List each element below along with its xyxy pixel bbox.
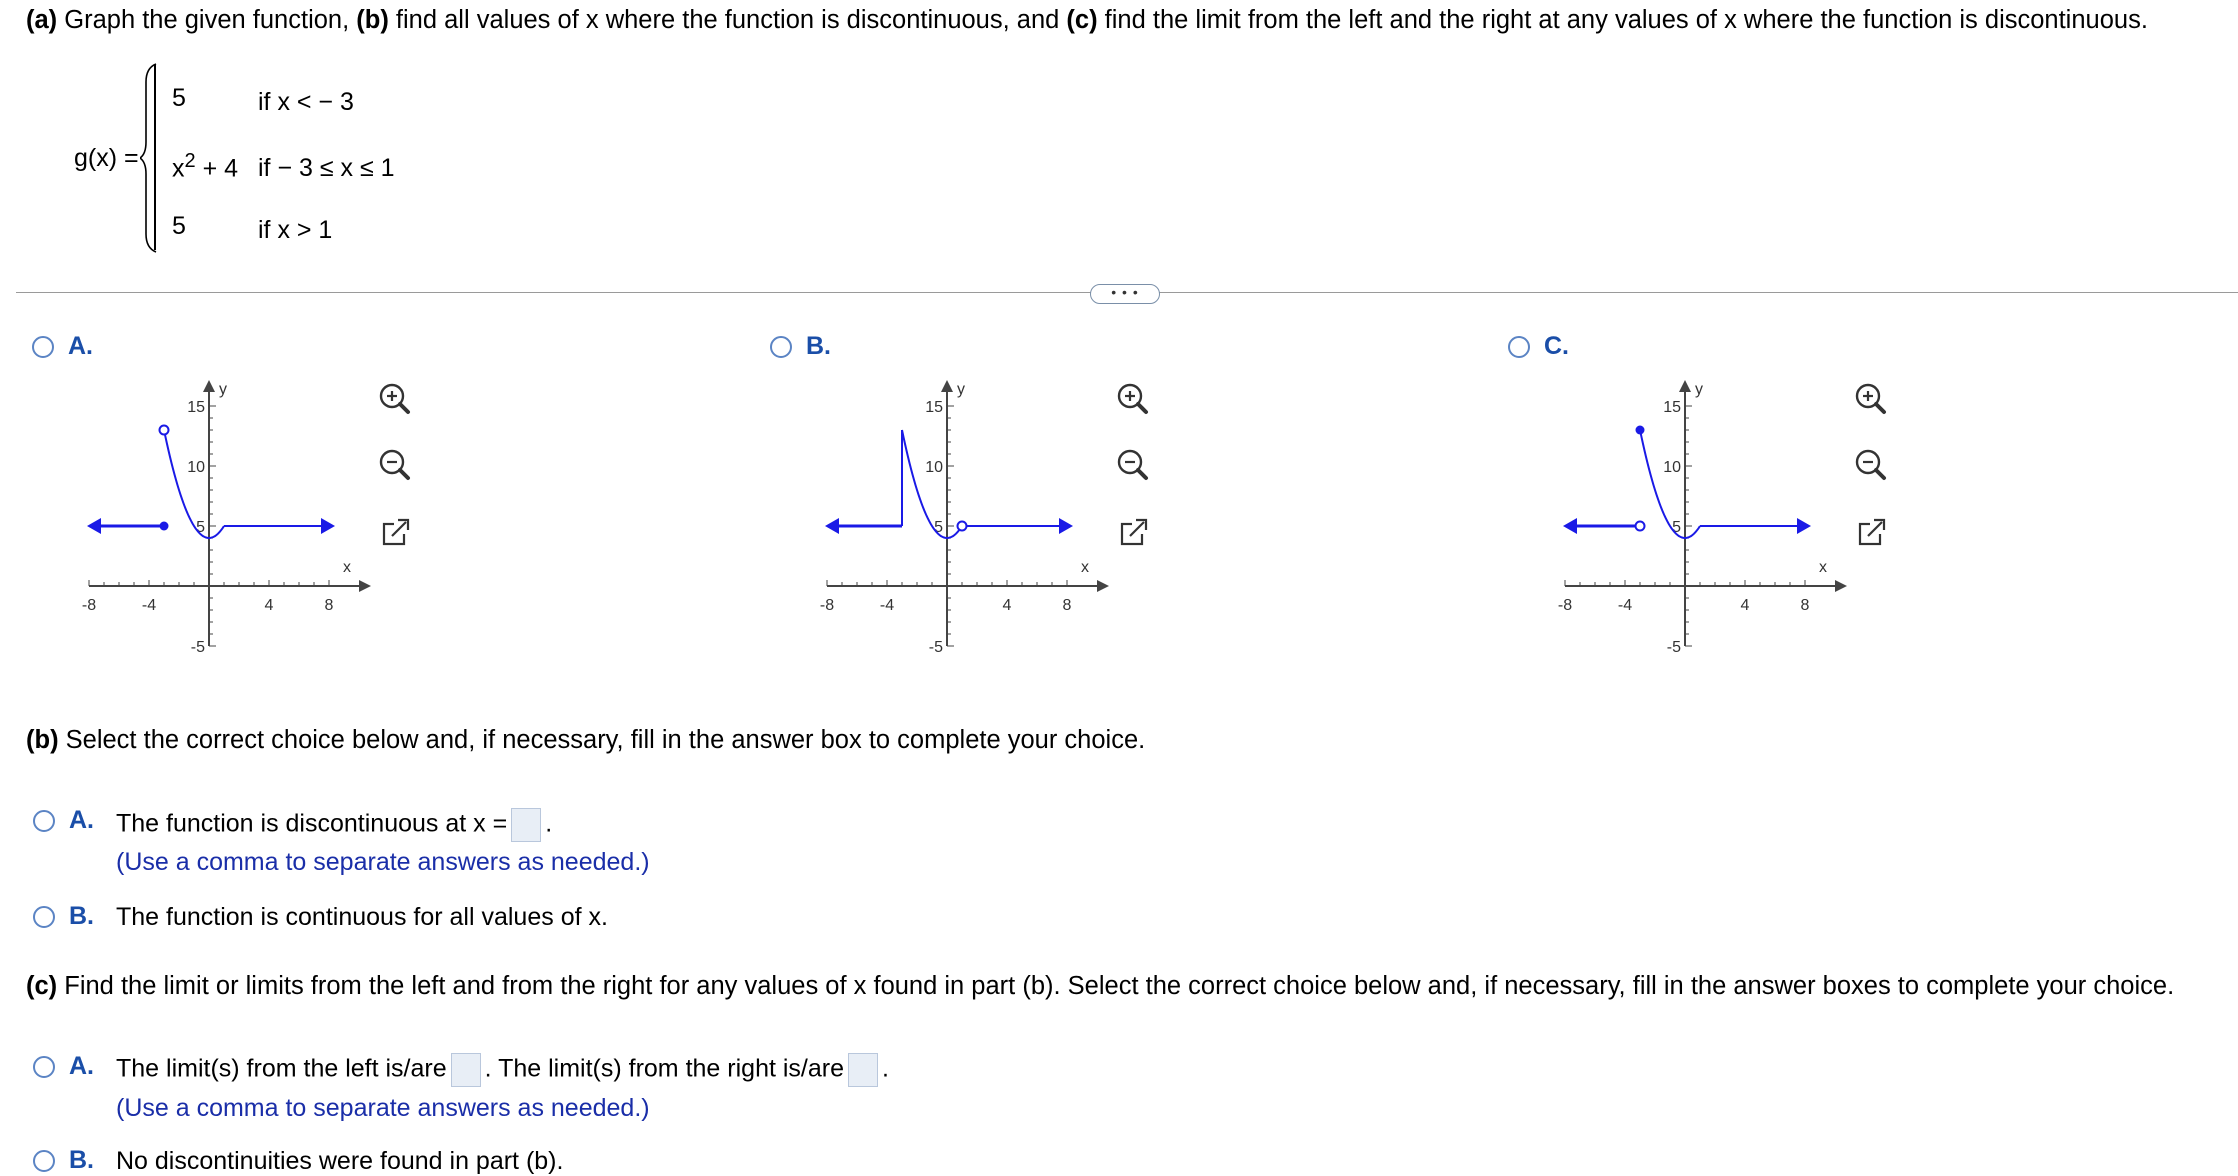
piece-2-cond: if − 3 ≤ x ≤ 1 [258,154,395,182]
part-b-prompt [26,726,1145,755]
part-a-graph-a [34,340,374,656]
right-ray-arrow [1797,518,1811,534]
pop-out-icon[interactable] [1846,508,1896,558]
part-b-text: find all values of x where the function is discontinuous, and [388,6,1067,34]
part-c-option-a [116,1053,889,1087]
part-a-text: Graph the given function, [57,6,357,34]
part-c-option-b-letter: B. [69,1146,94,1174]
part-c-label: (c) [1066,6,1098,34]
zoom-in-icon[interactable] [1108,374,1158,424]
x-axis-arrow [359,580,371,592]
part-c-option-b-radio[interactable] [33,1150,55,1172]
y-tick-label: -5 [190,639,205,656]
part-a-option-c-letter: C. [1544,332,1569,360]
function-label: g(x) = [74,144,139,172]
closed-point [1636,426,1645,435]
y-axis-arrow [1679,380,1691,392]
x-axis-arrow [1097,580,1109,592]
part-c-option-a-letter: A. [69,1052,94,1080]
discontinuity-answer-box[interactable] [511,808,541,842]
pop-out-icon[interactable] [370,508,420,558]
zoom-out-icon[interactable] [1846,440,1896,490]
left-ray-arrow [825,518,839,534]
right-limit-answer-box[interactable] [848,1053,878,1087]
part-a-option-a-letter: A. [68,332,93,360]
piece-2-base: x [172,154,185,183]
part-c-prompt-text: Find the limit or limits from the left and from the right for any values of x found in part (b). Select the correct choice below and, if necessary, fill in the answer boxes to complete your choice. [57,972,2175,1000]
y-axis-arrow [203,380,215,392]
piecewise-brace [140,62,160,254]
part-c-option-a-radio[interactable] [33,1056,55,1078]
part-c-hint: (Use a comma to separate answers as needed.) [116,1094,650,1122]
open-point [1636,522,1645,531]
closed-point [160,522,169,531]
x-axis-arrow [1835,580,1847,592]
zoom-in-icon[interactable] [370,374,420,424]
part-c-option-a-suffix: . [882,1054,889,1083]
y-tick-label: -5 [928,639,943,656]
piece-3-expr: 5 [172,212,186,240]
x-tick-label: 4 [1740,597,1750,614]
y-tick-label: 10 [1663,459,1681,476]
part-c-option-b-text: No discontinuities were found in part (b). [116,1147,564,1175]
y-tick-label: 10 [925,459,943,476]
pop-out-icon[interactable] [1108,508,1158,558]
x-tick-label: -8 [1557,597,1573,614]
part-b-hint: (Use a comma to separate answers as needed.) [116,848,650,876]
part-a-option-b-letter: B. [806,332,831,360]
piece-1-cond: if x < − 3 [258,88,354,116]
part-b-option-b-text: The function is continuous for all values of x. [116,903,608,931]
part-b-option-b-radio[interactable] [33,906,55,928]
open-point [160,426,169,435]
parabola-curve [164,430,224,538]
y-axis-label: y [1695,381,1703,398]
y-tick-label: 10 [187,459,205,476]
part-b-prompt-label: (b) [26,726,59,754]
y-tick-label: 5 [934,519,943,536]
x-tick-label: 4 [264,597,274,614]
x-axis-label: x [1081,559,1089,576]
part-b-option-a-letter: A. [69,806,94,834]
piece-1-expr: 5 [172,84,186,112]
y-tick-label: 15 [925,399,943,416]
part-b-option-a-radio[interactable] [33,810,55,832]
part-c-right-limit-text: . The limit(s) from the right is/are [484,1054,844,1083]
zoom-out-icon[interactable] [1108,440,1158,490]
part-a-graph-b [772,340,1112,656]
part-c-left-limit-text: The limit(s) from the left is/are [116,1054,447,1083]
part-b-option-a-text: The function is discontinuous at x = [116,809,508,838]
piece-2-tail: + 4 [195,154,239,183]
right-ray-arrow [321,518,335,534]
y-axis-label: y [219,381,227,398]
part-b-option-b-letter: B. [69,902,94,930]
y-axis-label: y [957,381,965,398]
part-c-prompt [26,972,2174,1001]
y-axis-arrow [941,380,953,392]
x-axis-label: x [1819,559,1827,576]
x-tick-label: 8 [1062,597,1072,614]
x-tick-label: -4 [1617,597,1633,614]
left-limit-answer-box[interactable] [451,1053,481,1087]
y-tick-label: 15 [187,399,205,416]
more-button[interactable]: • • • [1090,284,1160,304]
y-tick-label: 5 [196,519,205,536]
part-b-option-a [116,808,552,842]
x-tick-label: 8 [1800,597,1810,614]
x-tick-label: 8 [324,597,334,614]
part-b-prompt-text: Select the correct choice below and, if necessary, fill in the answer box to complete your choice. [58,726,1146,754]
y-tick-label: 5 [1672,519,1681,536]
part-c-prompt-label: (c) [26,972,58,1000]
y-tick-label: 15 [1663,399,1681,416]
x-tick-label: -8 [81,597,97,614]
part-b-option-a-suffix: . [545,809,553,838]
piece-3-cond: if x > 1 [258,216,333,244]
brace-line [154,64,156,250]
zoom-out-icon[interactable] [370,440,420,490]
question-text [26,6,2148,35]
part-a-label: (a) [26,6,58,34]
x-axis-label: x [343,559,351,576]
open-point [958,522,967,531]
y-tick-label: -5 [1666,639,1681,656]
piece-2-exponent: 2 [184,150,196,172]
x-tick-label: -4 [141,597,157,614]
right-ray-arrow [1059,518,1073,534]
part-b-label: (b) [356,6,389,34]
x-tick-label: -4 [879,597,895,614]
x-tick-label: -8 [819,597,835,614]
parabola-curve [1640,430,1700,538]
part-a-graph-c [1510,340,1850,656]
piece-2-expr [172,150,238,183]
left-ray-arrow [87,518,101,534]
left-ray-arrow [1563,518,1577,534]
x-tick-label: 4 [1002,597,1012,614]
part-c-text: find the limit from the left and the right at any values of x where the function is discontinuous. [1097,6,2148,34]
zoom-in-icon[interactable] [1846,374,1896,424]
parabola-curve [902,430,962,538]
